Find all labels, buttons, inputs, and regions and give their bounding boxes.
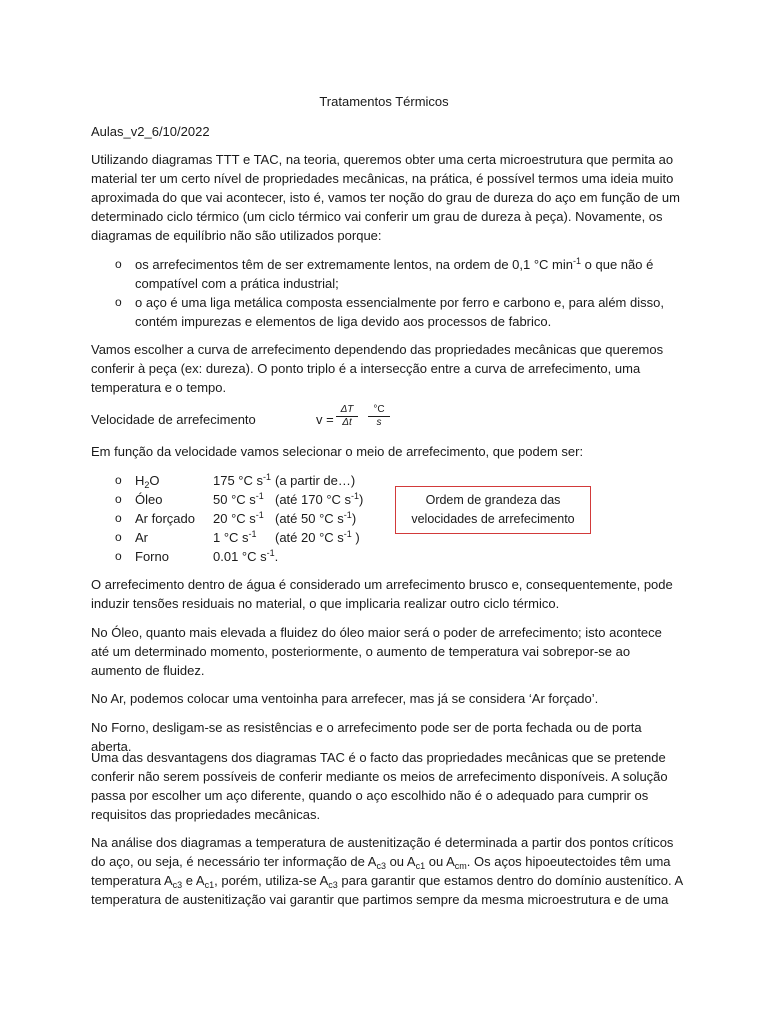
list-item: o o aço é uma liga metálica composta essencialmente por ferro e carbono e, para além disso, contém impurezas e elementos de liga devido aos processos de fabrico. xyxy=(115,295,664,329)
medium-speed: 20 °C $s^{-1}$ xyxy=(213,510,264,526)
document-title: Tratamentos Térmicos xyxy=(319,94,449,109)
oil-paragraph: No Óleo, quanto mais elevada a fluidez do óleo maior será o poder de arrefecimento; isto acontece até um determinado momento, posteriormente, o aumento de temperatura vai sobrepor-se ao aumento de fluidez. xyxy=(91,625,662,678)
formula-lhs: v = xyxy=(316,412,334,427)
list-item xyxy=(91,528,391,547)
medium-range: (até 20 °C $s^{-1}$ ) xyxy=(275,529,360,545)
austenitization-paragraph: Na análise dos diagramas a temperatura de austenitização é determinada a partir dos pontos críticos do aço, ou seja, é necessário ter informação de $A_{c3}$ ou $A_{c1}$ ou $A_{cm}$. Os aços hipoeutectoides têm uma temperatura $A_{c3}$ e $A_{c1}$, porém, utiliza-se $A_{c3}$ para garantir que estamos dentro do domínio austenítico. A temperatura de austenitização vai garantir que partimos sempre da mesma microestrutura e de uma xyxy=(91,835,683,907)
medium-speed: 0.01 °C $s^{-1}$. xyxy=(213,548,279,564)
tac-paragraph: Uma das desvantagens dos diagramas TAC é o facto das propriedades mecânicas que se pretende conferir não serem possíveis de conferir mediante os meios de arrefecimento disponíveis. A solução passa por escolher um aço diferente, quando o aço escolhido não é o adequado para cumprir os requisitos das propriedades mecânicas. xyxy=(91,750,668,822)
water-paragraph: O arrefecimento dentro de água é considerado um arrefecimento brusco e, consequentemente, pode induzir tensões residuais no material, o que implicaria realizar outro ciclo térmico. xyxy=(91,577,673,611)
curve-paragraph: Vamos escolher a curva de arrefecimento dependendo das propriedades mecânicas que queremos conferir à peça (ex: dureza). O ponto triplo é a intersecção entre a curva de arrefecimento, uma temperatura e o tempo. xyxy=(91,342,664,395)
date-line: Aulas_v2_6/10/2022 xyxy=(91,124,210,139)
medium-speed: 1 °C $s^{-1}$ xyxy=(213,529,257,545)
intro-paragraph: Utilizando diagramas TTT e TAC, na teoria, queremos obter uma certa microestrutura que permita ao material ter um certo nível de propriedades mecânicas, na prática, é possível termos uma ideia muito aproximada do que vai acontecer, isto é, vamos ter noção do grau de dureza do aço em função de um determinado ciclo térmico (um ciclo térmico vai conferir um grau de dureza à peça). Novamente, os diagramas de equilíbrio não são utilizados porque: xyxy=(91,152,680,243)
medium-range: (até 50 °C $s^{-1}$) xyxy=(275,510,357,526)
bullet-marker: o xyxy=(115,492,122,506)
list-item: o os arrefecimentos têm de ser extremamente lentos, na ordem de 0,1 °C $\min^{-1} o$ que não é compatível com a prática industrial; xyxy=(115,256,654,291)
velocity-label: Velocidade de arrefecimento xyxy=(91,412,256,427)
medium-name: Óleo xyxy=(135,492,163,507)
medium-name: $H_2O$ xyxy=(135,473,160,490)
air-paragraph: No Ar, podemos colocar uma ventoinha para arrefecer, mas já se considera ‘Ar forçado’. xyxy=(91,691,599,706)
list-item xyxy=(91,490,391,509)
bullet-marker: o xyxy=(115,549,122,563)
bullet-marker: o xyxy=(115,511,122,525)
reasons-list xyxy=(91,255,683,331)
medium-name: Forno xyxy=(135,549,169,564)
medium-range: (a partir de…) xyxy=(275,473,356,488)
medium-name: Ar xyxy=(135,530,148,545)
medium-speed: 50 °C $s^{-1}$ xyxy=(213,491,264,507)
bullet-marker: o xyxy=(115,295,122,309)
bullet-marker: o xyxy=(115,473,122,487)
bullet-marker: o xyxy=(115,530,122,544)
callout-box: Ordem de grandeza das velocidades de arrefecimento xyxy=(395,486,591,534)
unit-fraction: $\frac{^\circ C}{s}$ xyxy=(368,404,390,429)
list-item xyxy=(91,509,391,528)
bullet-marker: o xyxy=(115,257,122,271)
medium-name: Ar forçado xyxy=(135,511,195,526)
furnace-paragraph: No Forno, desligam-se as resistências e o arrefecimento pode ser de porta fechada ou de porta aberta. xyxy=(91,720,642,754)
list-item xyxy=(91,471,391,490)
medium-range: (até 170 °C $s^{-1}$) xyxy=(275,491,364,507)
medium-speed: 175 °C $s^{-1}$ xyxy=(213,472,272,488)
media-intro: Em função da velocidade vamos selecionar o meio de arrefecimento, que podem ser: xyxy=(91,444,584,459)
formula-fraction: $\frac{\Delta T}{\Delta t}$ xyxy=(336,404,358,429)
list-item xyxy=(91,547,391,566)
